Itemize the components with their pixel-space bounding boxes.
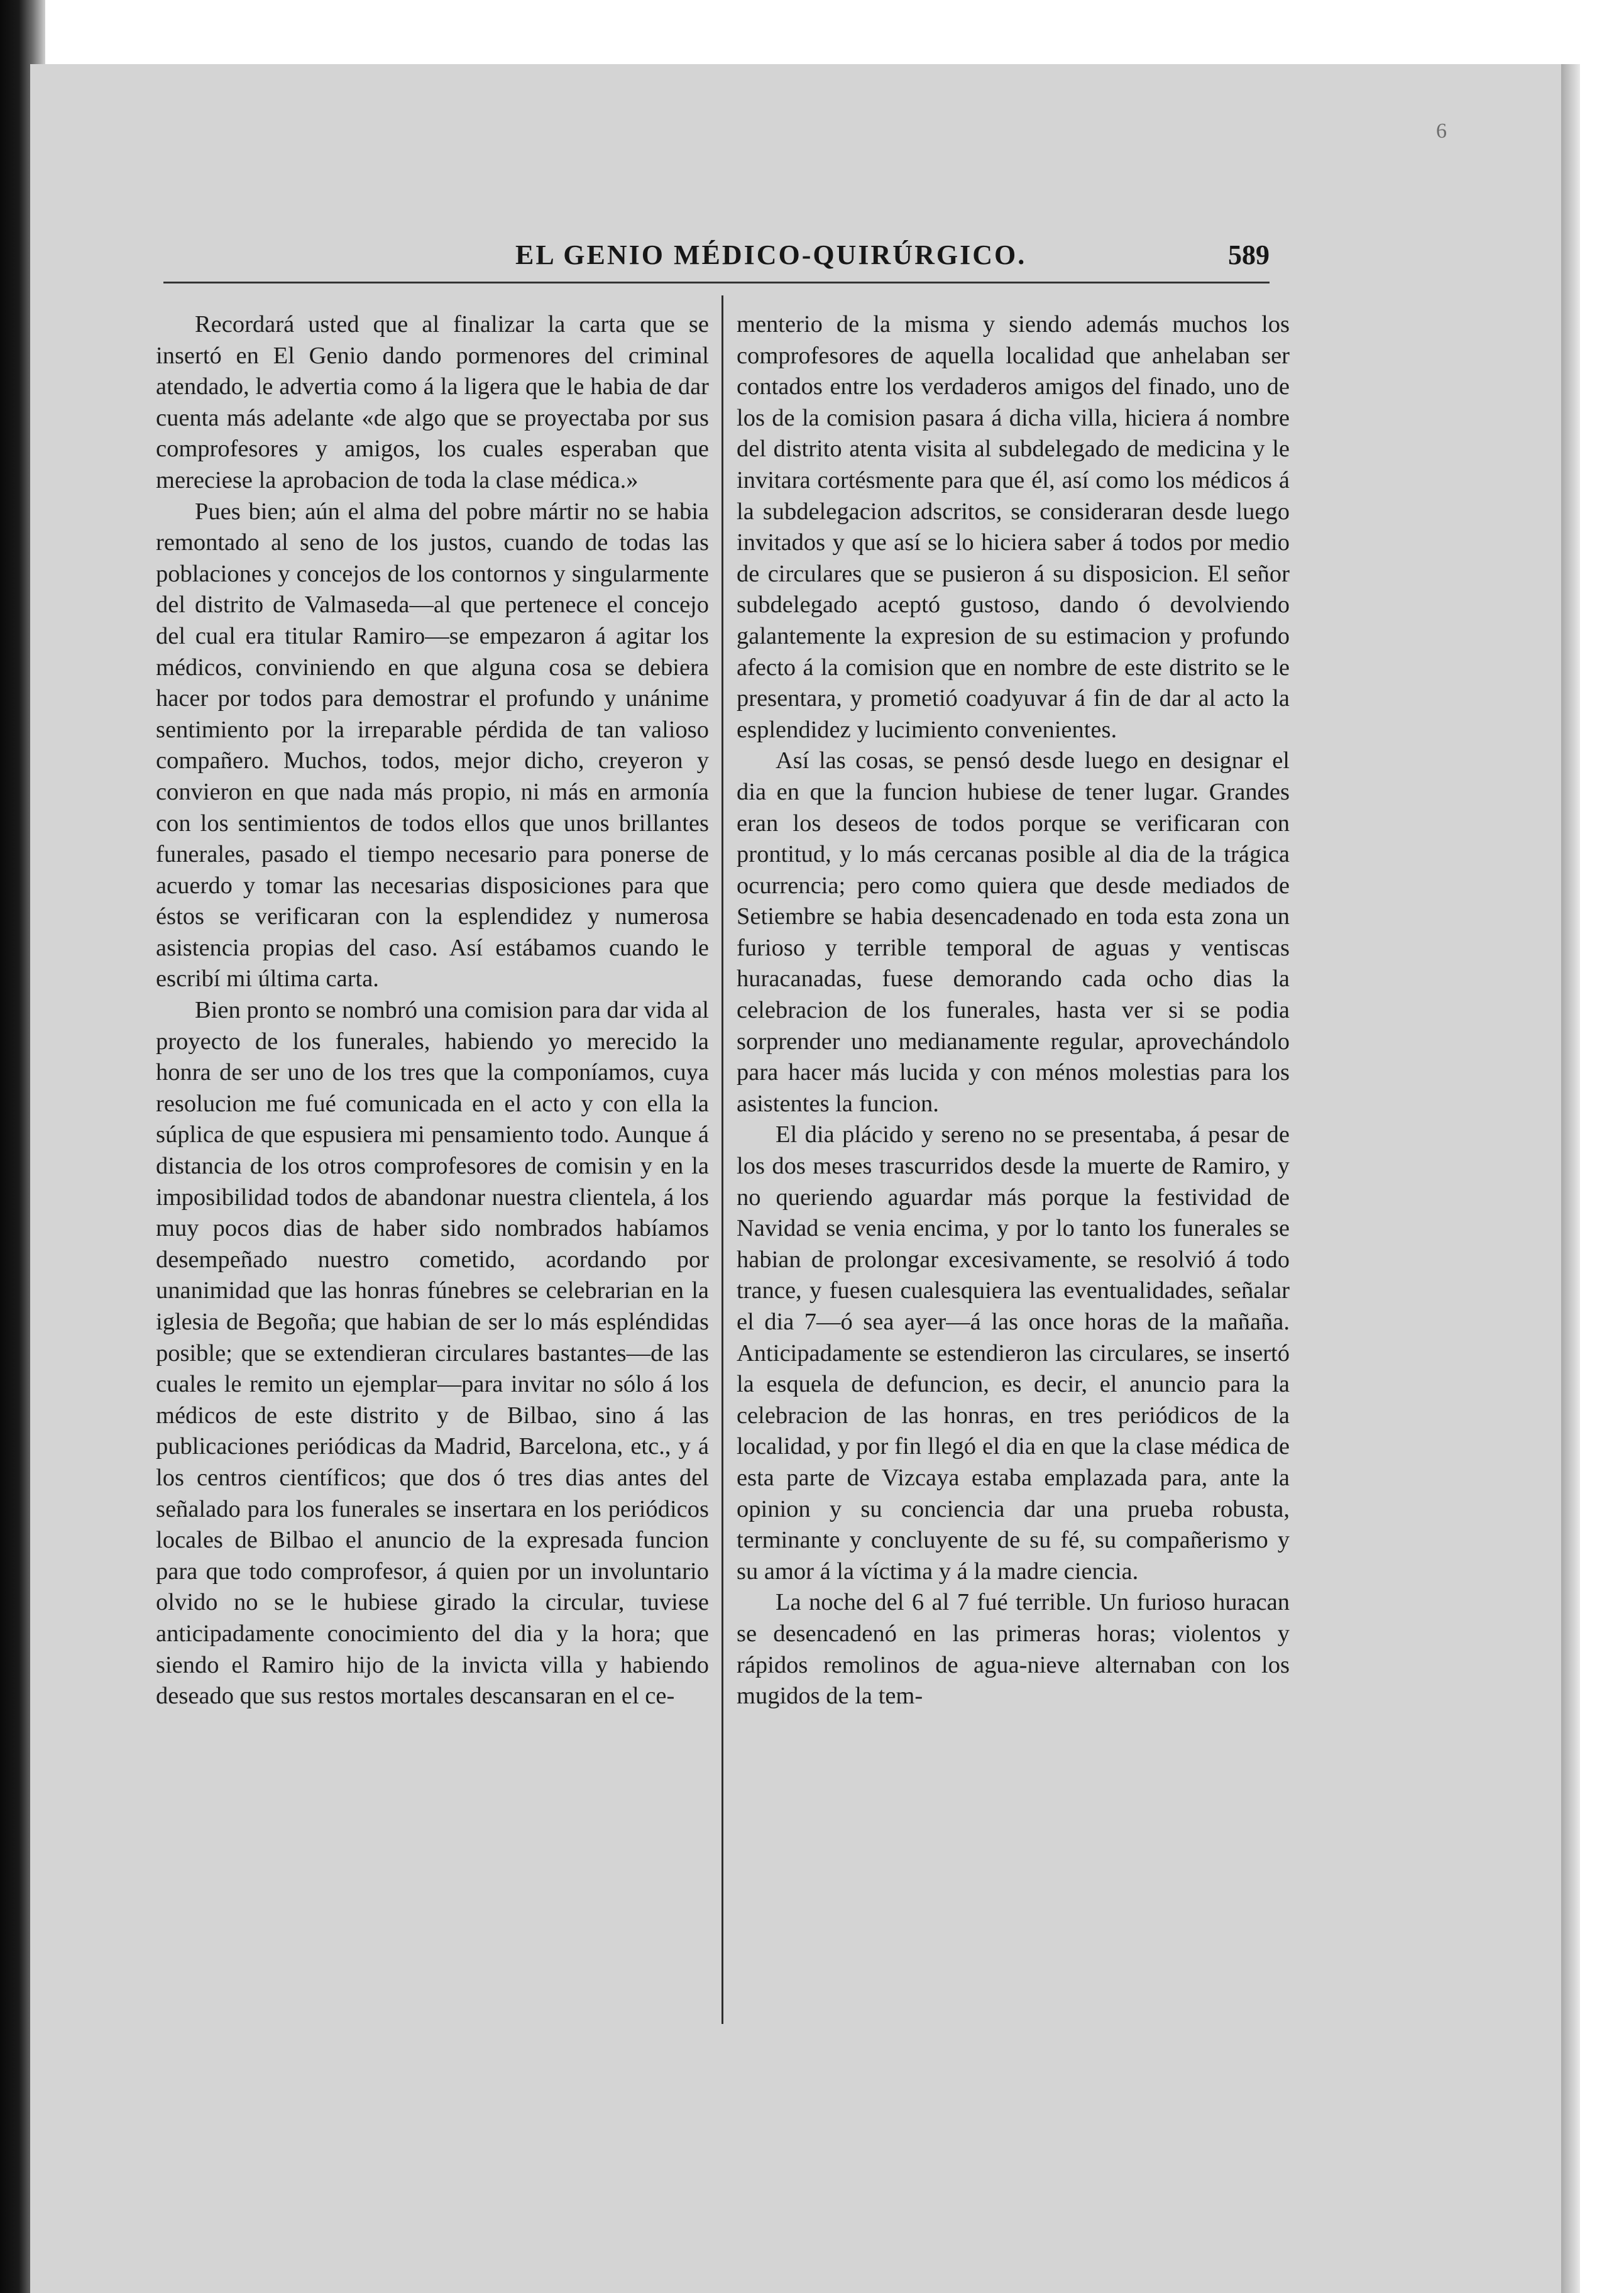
page-number: 589	[1228, 239, 1270, 270]
paragraph: Así las cosas, se pensó desde luego en designar el dia en que la funcion hubiese de tener lugar. Grandes eran los deseos de todos porque se verificaran con prontitud, y lo más cercanas posible al dia de la trágica ocurrencia; pero como quiera que desde mediados de Setiembre se habia desencadenado en toda esta zona un furioso y terrible temporal de aguas y ventiscas huracanadas, fuese demorando cada ocho dias la celebracion de los funerales, hasta ver si se podia sorprender uno medianamente regular, aprovechándolo para hacer más lucida y con ménos molestias para los asistentes la funcion.	[737, 747, 1290, 1117]
paragraph: Pues bien; aún el alma del pobre mártir no se habia remontado al seno de los justos, cuando de todas las poblaciones y concejos de los contornos y singularmente del distrito de Valmaseda—al que pertenece el concejo del cual era titular Ramiro—se empezaron á agitar los médicos, conviniendo en que alguna cosa se debiera hacer por todos para demostrar el profundo y unánime sentimiento por la irreparable pérdida de tan valioso compañero. Muchos, todos, mejor dicho, creyeron y convieron en que nada más propio, ni más en armonía con los sentimientos de todos ellos que unos brillantes funerales, pasado el tiempo necesario para ponerse de acuerdo y tomar las necesarias disposiciones para que éstos se verificaran con la esplendidez y numerosa asistencia propias del caso. Así estábamos cuando le escribí mi última carta.	[156, 498, 709, 993]
paragraph: El dia plácido y sereno no se presentaba, á pesar de los dos meses trascurridos desde la muerte de Ramiro, y no queriendo aguardar más porque la festividad de Navidad se venia encima, y por lo tanto los funerales se habian de prolongar excesivamente, se resolvió á todo trance, y fuesen cualesquiera las eventualidades, señalar el dia 7—ó sea ayer—á las once horas de la mañaña. Anticipadamente se estendieron las circulares, se insertó la esquela de defuncion, es decir, el anuncio para la celebracion de las honras, en tres periódicos de la localidad, y por fin llegó el dia en que la clase médica de esta parte de Vizcaya estaba emplazada para, ante la opinion y su conciencia dar una prueba robusta, terminante y concluyente de su fé, su compañerismo y su amor á la víctima y á la madre ciencia.	[737, 1121, 1290, 1585]
left-column	[156, 309, 709, 2032]
running-title: EL GENIO MÉDICO-QUIRÚRGICO.	[515, 239, 1027, 270]
paragraph: Bien pronto se nombró una comision para dar vida al proyecto de los funerales, habiendo yo merecido la honra de ser uno de los tres que la componíamos, cuya resolucion me fué comunicada en el acto y con ella la súplica de que espusiera mi pensamiento todo. Aunque á distancia de los otros comprofesores de comisin y en la imposibilidad todos de abandonar nuestra clientela, á los muy pocos dias de haber sido nombrados habíamos desempeñado nuestro cometido, acordando por unanimidad que las honras fúnebres se celebrarian en la iglesia de Begoña; que habian de ser lo más espléndidas posible; que se extendieran circulares bastantes—de las cuales le remito un ejemplar—para invitar no sólo á los médicos de este distrito y de Bilbao, sino á las publicaciones periódicas da Madrid, Barcelona, etc., y á los centros científicos; que dos ó tres dias antes del señalado para los funerales se insertara en los periódicos locales de Bilbao el anuncio de la expresada funcion para que todo comprofesor, á quien por un involuntario olvido no se le hubiese girado la circular, tuviese anticipadamente conocimiento del dia y la hora; que siendo el Ramiro hijo de la invicta villa y habiendo deseado que sus restos mortales descansaran en el ce-	[156, 997, 709, 1710]
column-divider	[721, 295, 723, 2024]
running-header	[163, 239, 1270, 277]
corner-mark: 6	[1436, 119, 1447, 143]
paragraph: menterio de la misma y siendo además muchos los comprofesores de aquella localidad que anhelaban ser contados entre los verdaderos amigos del finado, uno de los de la comision pasara á dicha villa, hiciera á nombre del distrito atenta visita al subdelegado de medicina y le invitara cortésmente para que él, así como los médicos á la subdelegacion adscritos, se consideraran desde luego invitados y que así se lo hiciera saber á todos por medio de circulares que se pusieron á su disposicion. El señor subdelegado aceptó gustoso, dando ó devolviendo galantemente la expresion de su estimacion y profundo afecto á la comision que en nombre de este distrito se le presentara, y prometió coadyuvar á fin de dar al acto la esplendidez y lucimiento convenientes.	[737, 311, 1290, 743]
right-column	[737, 309, 1290, 2032]
paragraph: Recordará usted que al finalizar la carta que se insertó en El Genio dando pormenores del criminal atendado, le advertia como á la ligera que le habia de dar cuenta más adelante «de algo que se proyectaba por sus comprofesores y amigos, los cuales esperaban que mereciese la aprobacion de toda la clase médica.»	[156, 311, 709, 493]
header-rule	[163, 282, 1270, 283]
paragraph: La noche del 6 al 7 fué terrible. Un furioso huracan se desencadenó en las primeras horas; violentos y rápidos remolinos de agua-nieve alternaban con los mugidos de la tem-	[737, 1589, 1290, 1710]
page-edge	[1561, 64, 1580, 2293]
